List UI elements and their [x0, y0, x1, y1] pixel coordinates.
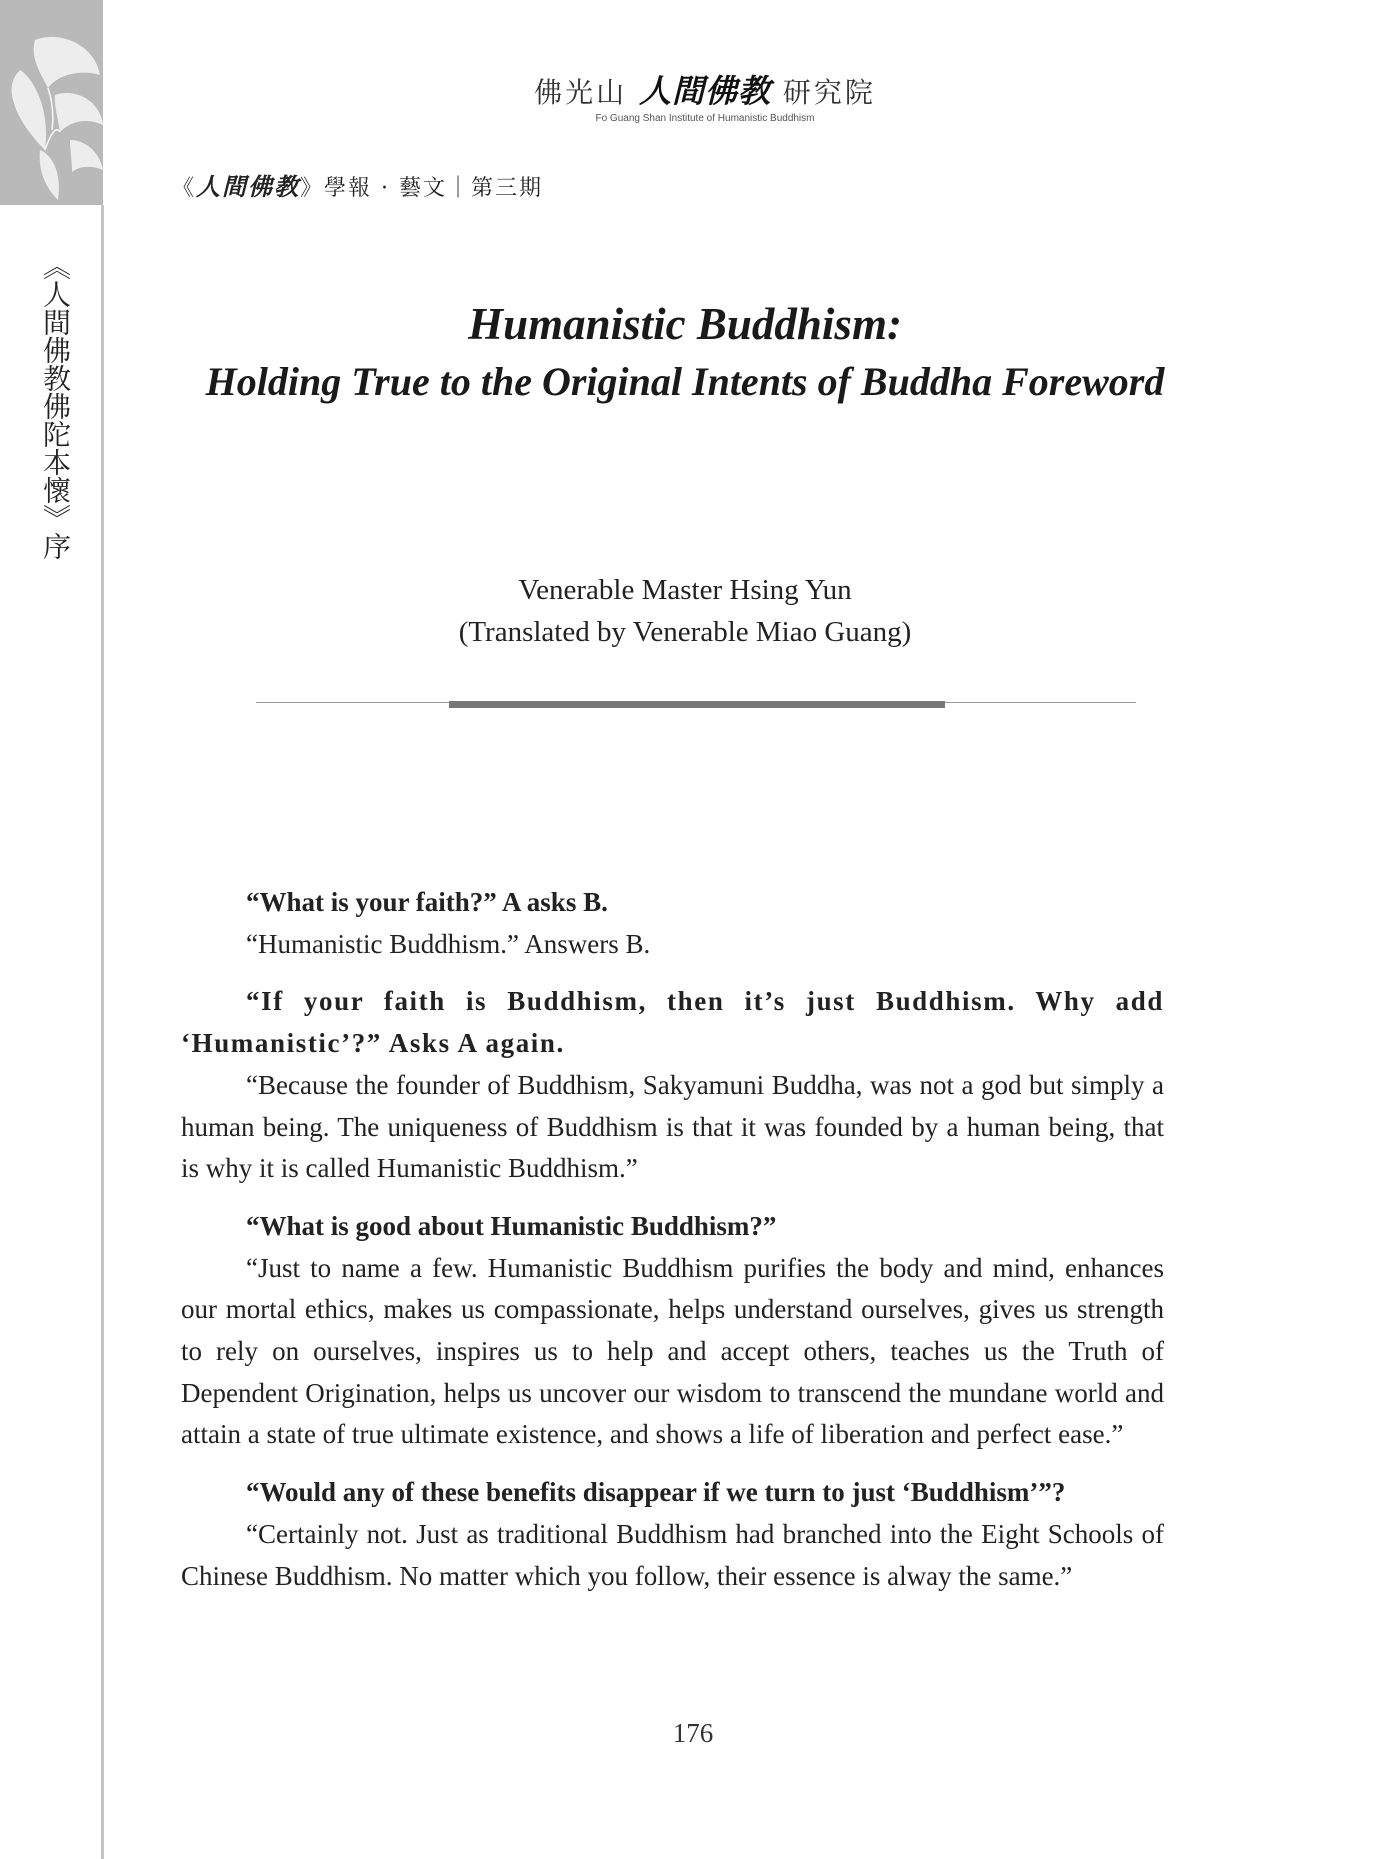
title-divider-thick: [449, 701, 945, 708]
paragraph-answer: “Humanistic Buddhism.” Answers B.: [246, 928, 651, 959]
translator-credit: (Translated by Venerable Miao Guang): [458, 616, 912, 648]
journal-rest: 》學報 · 藝文｜第三期: [300, 176, 543, 201]
journal-highlight: 人間佛教: [196, 172, 301, 201]
vertical-chapter-title: 《人間佛教佛陀本懷》序: [39, 252, 72, 560]
paragraph-answer: “Just to name a few. Humanistic Buddhism purifies the body and mind, enhances our mortal ethics, makes us compassionate, helps understand ourselves, gives us strength to rely on ourselves, inspires us to help and accept others, teaches us the Truth of Dependent Origination, helps us uncover our wisdom to transcend the mundane world and attain a state of true ultimate existence, and shows a life of liberation and perfect ease.”: [181, 1252, 1164, 1450]
paragraph-question: “Would any of these benefits disappear if we turn to just ‘Buddhism’”?: [246, 1477, 1066, 1508]
paragraph-answer: “Certainly not. Just as traditional Buddhism had branched into the Eight Schools of Chinese Buddhism. No matter which you follow, their essence is alway the same.”: [181, 1518, 1164, 1591]
institute-highlight: 人間佛教: [638, 72, 771, 110]
author-name: Venerable Master Hsing Yun: [518, 574, 852, 606]
journal-running-head: [172, 167, 543, 202]
institute-header: [480, 66, 930, 124]
margin-rule: [101, 205, 104, 1859]
paragraph-question: “What is good about Humanistic Buddhism?”: [246, 1210, 777, 1241]
corner-decoration: [0, 0, 103, 205]
paragraph-question: “If your faith is Buddhism, then it’s just Buddhism. Why add ‘Humanistic’?” Asks A again.: [181, 986, 1164, 1059]
journal-open-bracket: 《: [172, 176, 197, 201]
article-title-line2: Holding True to the Original Intents of Buddha Foreword: [205, 359, 1165, 404]
institute-prefix: 佛光山: [534, 76, 628, 109]
institute-name-cn: [480, 66, 930, 112]
paragraph-answer: “Because the founder of Buddhism, Sakyamuni Buddha, was not a god but simply a human being. The uniqueness of Buddhism is that it was founded by a human being, that is why it is called Humanistic Buddhism.”: [181, 1069, 1164, 1184]
article-body: [181, 882, 1164, 1597]
article-title-line1: Humanistic Buddhism:: [468, 299, 902, 349]
institute-suffix: 研究院: [782, 76, 876, 109]
page-number: 176: [672, 1718, 714, 1748]
paragraph-question: “What is your faith?” A asks B.: [246, 887, 608, 917]
lotus-flower-icon: [0, 0, 103, 205]
institute-name-en: Fo Guang Shan Institute of Humanistic Buddhism: [595, 113, 815, 124]
